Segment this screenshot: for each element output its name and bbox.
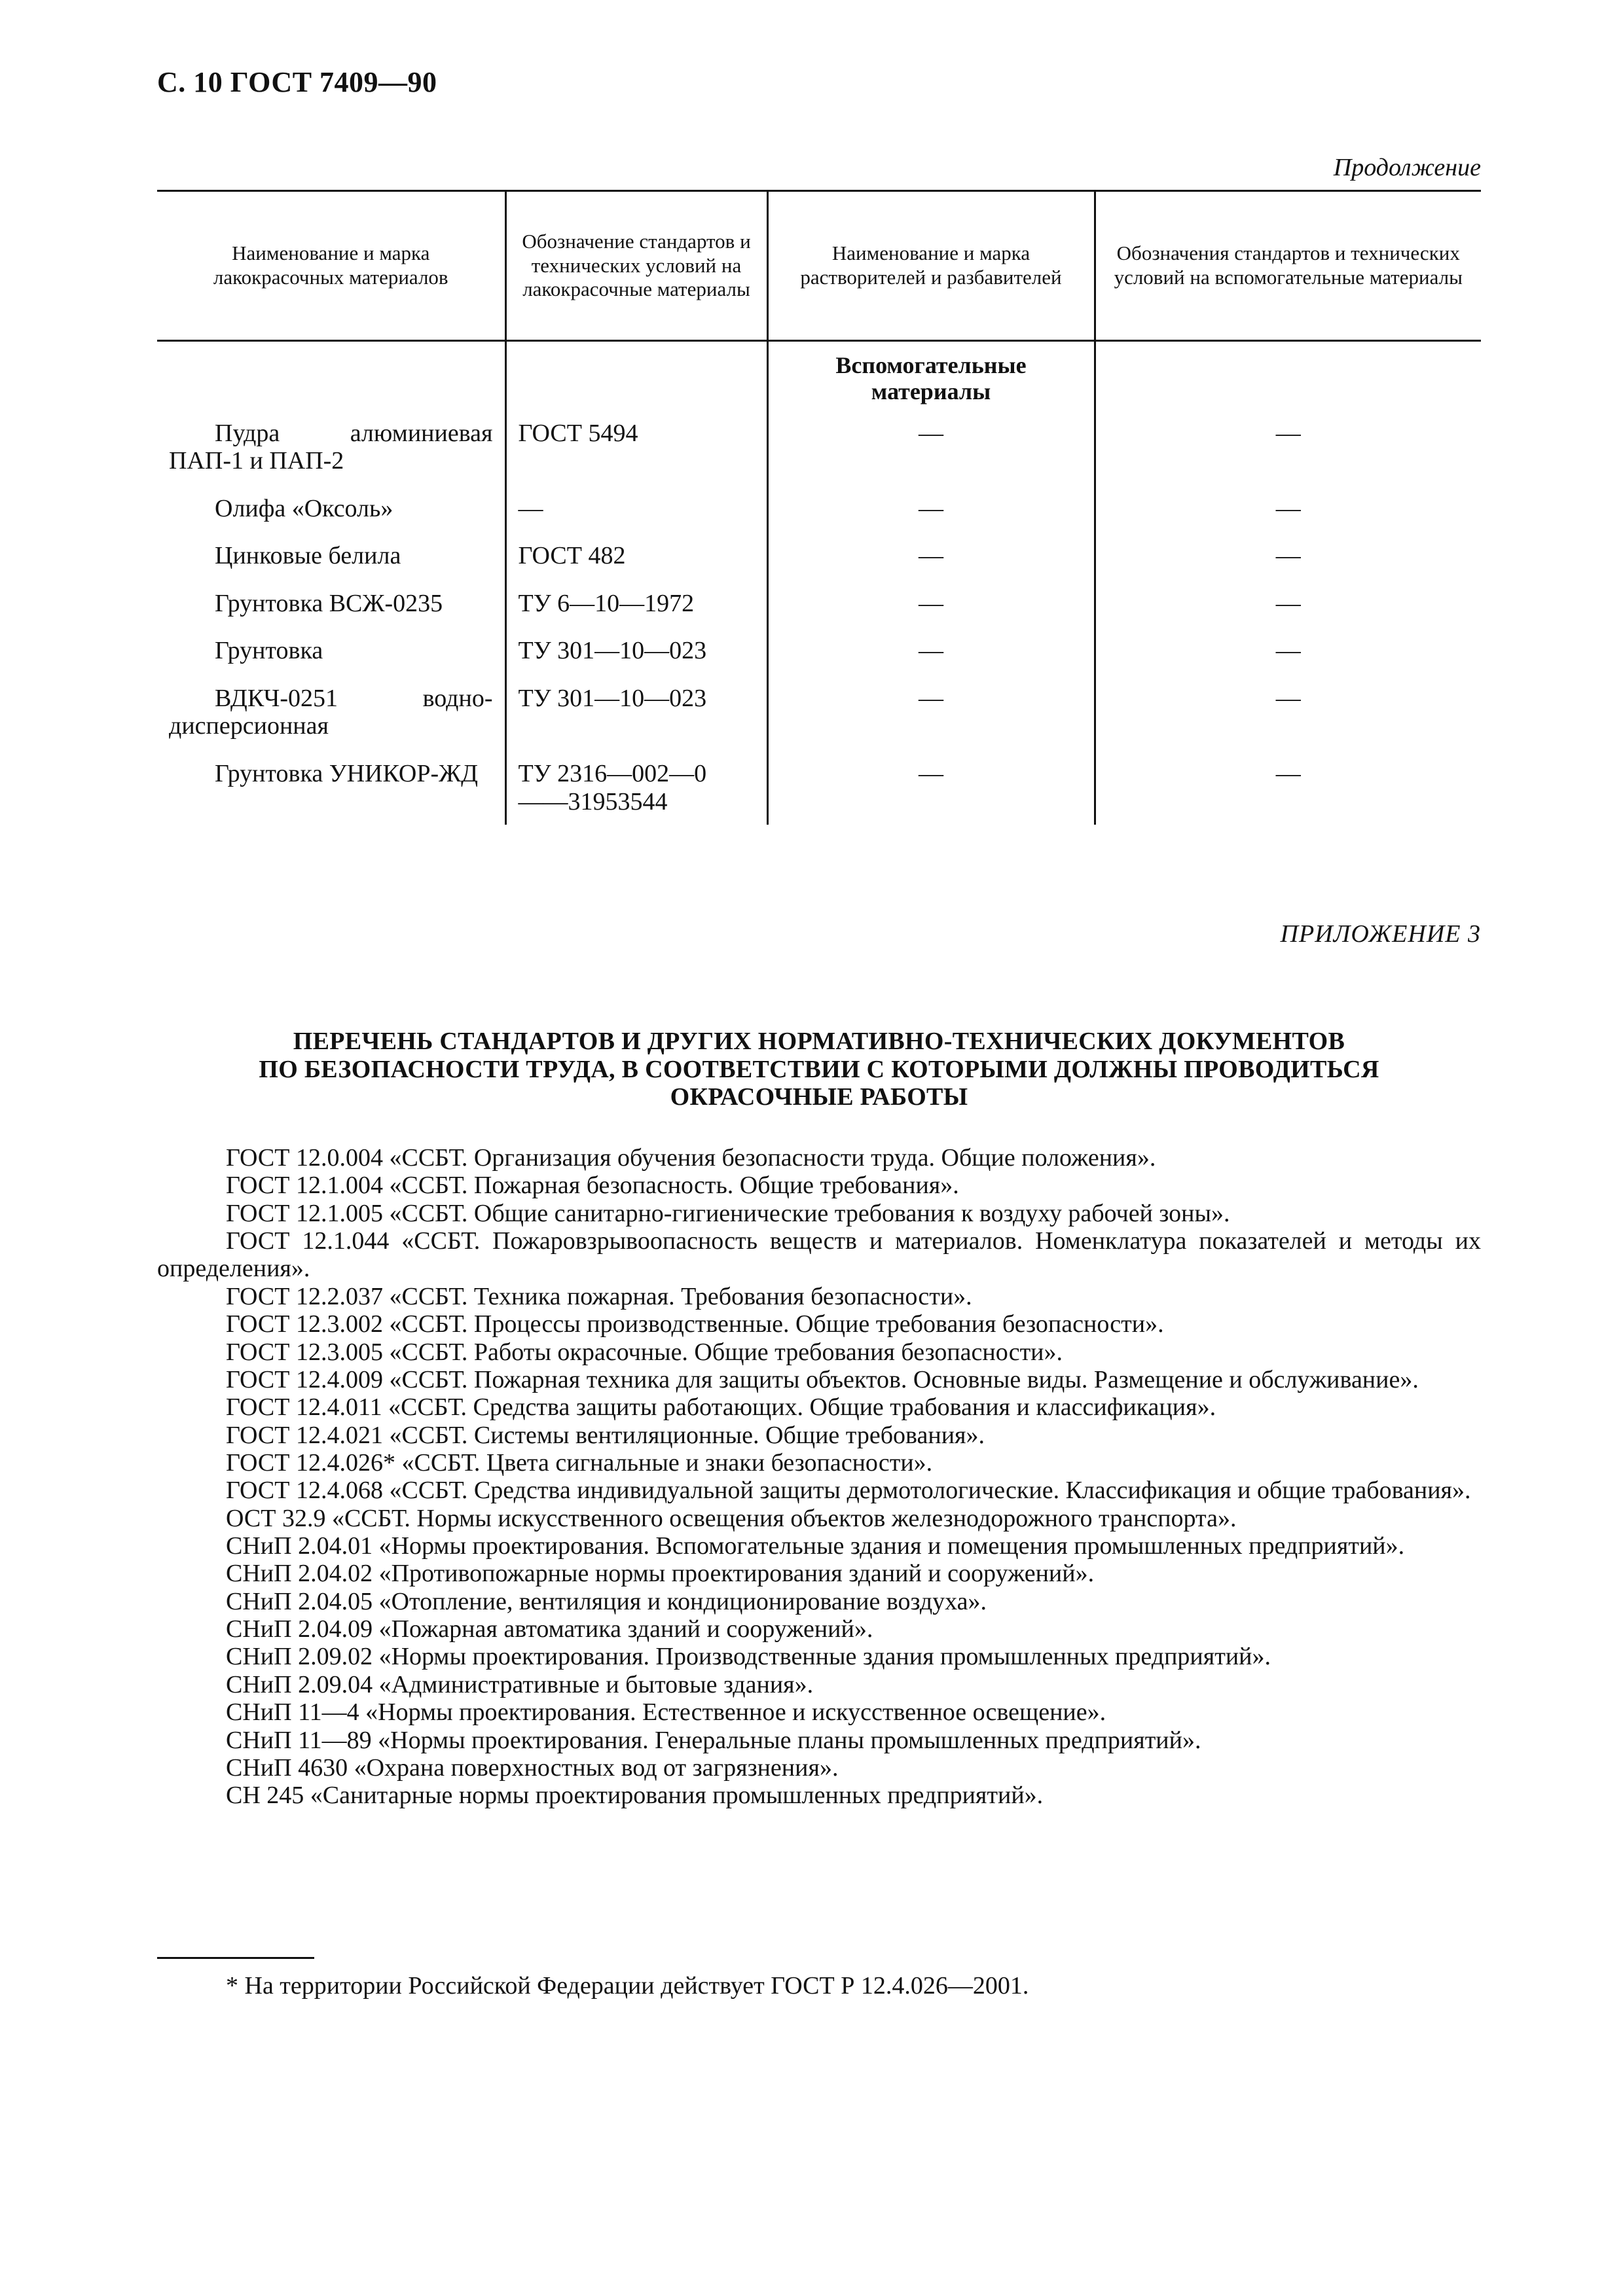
reference-item: СНиП 2.04.05 «Отопление, вентиляция и кондиционирование воздуха». bbox=[226, 1587, 987, 1615]
solvent-cell: — bbox=[767, 579, 1095, 627]
reference-item: СНиП 2.09.04 «Административные и бытовые здания». bbox=[226, 1670, 814, 1698]
material-standard-cell: — bbox=[505, 484, 767, 532]
aux-standard-cell: — bbox=[1095, 626, 1481, 674]
table-row bbox=[157, 674, 1481, 749]
reference-item: ГОСТ 12.1.005 «ССБТ. Общие санитарно-гигиенические требования к воздуху рабочей зоны». bbox=[226, 1199, 1230, 1227]
footnote: * На территории Российской Федерации действует ГОСТ Р 12.4.026—2001. bbox=[226, 1972, 1029, 2000]
reference-item: СН 245 «Санитарные нормы проектирования промышленных предприятий». bbox=[226, 1782, 1044, 1810]
reference-item: ОСТ 32.9 «ССБТ. Нормы искусственного освещения объектов железнодорожного транспорта». bbox=[226, 1504, 1237, 1532]
material-name-text: Пудра алюминиевая ПАП-1 и ПАП-2 bbox=[169, 419, 493, 475]
material-name-text: Грунтовка ВСЖ-0235 bbox=[215, 589, 443, 617]
document-title-line: ПО БЕЗОПАСНОСТИ ТРУДА, В СООТВЕТСТВИИ С КОТОРЫМИ ДОЛЖНЫ ПРОВОДИТЬСЯ bbox=[259, 1055, 1379, 1083]
material-name-text: Цинковые белила bbox=[215, 542, 401, 570]
reference-item: ГОСТ 12.4.068 «ССБТ. Средства индивидуальной защиты дермотологические. Классификация и общие трабования». bbox=[226, 1477, 1471, 1505]
aux-standard-cell: — bbox=[1095, 409, 1481, 484]
aux-standard-cell: — bbox=[1095, 531, 1481, 579]
table-header-row bbox=[157, 191, 1481, 341]
material-name-cell bbox=[157, 674, 505, 749]
material-standard-cell: ГОСТ 5494 bbox=[505, 409, 767, 484]
reference-item: ГОСТ 12.1.044 «ССБТ. Пожаровзрывоопасность веществ и материалов. Номенклатура показателей и методы их определения». bbox=[157, 1227, 1481, 1283]
reference-item: ГОСТ 12.4.021 «ССБТ. Системы вентиляционные. Общие требования». bbox=[226, 1421, 985, 1449]
solvent-cell: — bbox=[767, 484, 1095, 532]
solvent-cell: — bbox=[767, 626, 1095, 674]
reference-item: ГОСТ 12.3.002 «ССБТ. Процессы производственные. Общие требования безопасности». bbox=[226, 1310, 1164, 1338]
reference-item: СНиП 11—89 «Нормы проектирования. Генеральные планы промышленных предприятий». bbox=[226, 1726, 1201, 1754]
material-standard-cell: ТУ 6—10—1972 bbox=[505, 579, 767, 627]
material-name-text: Грунтовка УНИКОР-ЖД bbox=[215, 760, 479, 787]
reference-item: СНиП 2.04.02 «Противопожарные нормы проектирования зданий и сооружений». bbox=[226, 1560, 1095, 1588]
reference-item: ГОСТ 12.1.004 «ССБТ. Пожарная безопасность. Общие требования». bbox=[226, 1172, 959, 1200]
appendix-label: ПРИЛОЖЕНИЕ 3 bbox=[1280, 920, 1481, 948]
table-row bbox=[157, 626, 1481, 674]
reference-item: ГОСТ 12.3.005 «ССБТ. Работы окрасочные. Общие требования безопасности». bbox=[226, 1338, 1063, 1366]
aux-standard-cell: — bbox=[1095, 674, 1481, 749]
materials-table bbox=[157, 190, 1481, 825]
header-material-name: Наименование и марка лакокрасочных материалов bbox=[157, 191, 505, 341]
table-row bbox=[157, 484, 1481, 532]
reference-item: ГОСТ 12.4.011 «ССБТ. Средства защиты работающих. Общие трабования и классификация». bbox=[226, 1393, 1216, 1422]
material-name-cell bbox=[157, 749, 505, 825]
footnote-divider bbox=[157, 1957, 314, 1959]
table-row bbox=[157, 531, 1481, 579]
reference-item: СНиП 2.04.01 «Нормы проектирования. Вспомогательные здания и помещения промышленных предприятий». bbox=[226, 1532, 1405, 1560]
material-standard-cell: ТУ 301—10—023 bbox=[505, 626, 767, 674]
aux-standard-cell: — bbox=[1095, 749, 1481, 825]
reference-item: ГОСТ 12.4.009 «ССБТ. Пожарная техника для защиты объектов. Основные виды. Размещение и обслуживание». bbox=[226, 1365, 1419, 1393]
document-title bbox=[157, 1028, 1481, 1111]
table-row bbox=[157, 749, 1481, 825]
reference-item: ГОСТ 12.0.004 «ССБТ. Организация обучения безопасности труда. Общие положения». bbox=[226, 1144, 1156, 1172]
material-standard-cell: ТУ 2316—002—0——31953544 bbox=[505, 749, 767, 825]
section-label-row bbox=[157, 348, 1481, 409]
section-label: Вспомогательные материалы bbox=[767, 348, 1095, 409]
material-name-text: Грунтовка bbox=[215, 637, 323, 665]
table-row bbox=[157, 579, 1481, 627]
solvent-cell: — bbox=[767, 531, 1095, 579]
document-title-line: ПЕРЕЧЕНЬ СТАНДАРТОВ И ДРУГИХ НОРМАТИВНО-ТЕХНИЧЕСКИХ ДОКУМЕНТОВ bbox=[293, 1028, 1345, 1055]
header-material-standard: Обозначение стандартов и технических условий на лакокрасочные материалы bbox=[505, 191, 767, 341]
table-body bbox=[157, 341, 1481, 825]
reference-item: СНиП 2.04.09 «Пожарная автоматика зданий и сооружений». bbox=[226, 1615, 873, 1643]
material-standard-cell: ГОСТ 482 bbox=[505, 531, 767, 579]
solvent-cell: — bbox=[767, 749, 1095, 825]
material-name-cell bbox=[157, 626, 505, 674]
reference-item: СНиП 2.09.02 «Нормы проектирования. Производственные здания промышленных предприятий». bbox=[226, 1643, 1271, 1671]
table-row bbox=[157, 409, 1481, 484]
document-title-line: ОКРАСОЧНЫЕ РАБОТЫ bbox=[670, 1083, 968, 1111]
header-solvent-name: Наименование и марка растворителей и разбавителей bbox=[767, 191, 1095, 341]
reference-item: СНиП 11—4 «Нормы проектирования. Естественное и искусственное освещение». bbox=[226, 1698, 1106, 1727]
references-list bbox=[157, 1144, 1481, 1810]
continuation-label: Продолжение bbox=[1333, 154, 1481, 181]
reference-item: ГОСТ 12.2.037 «ССБТ. Техника пожарная. Требования безопасности». bbox=[226, 1282, 972, 1310]
solvent-cell: — bbox=[767, 674, 1095, 749]
material-name-cell bbox=[157, 579, 505, 627]
material-name-cell bbox=[157, 531, 505, 579]
table-spacer-row bbox=[157, 341, 1481, 349]
material-standard-cell: ТУ 301—10—023 bbox=[505, 674, 767, 749]
reference-item: СНиП 4630 «Охрана поверхностных вод от загрязнения». bbox=[226, 1753, 839, 1782]
material-name-cell bbox=[157, 409, 505, 484]
material-name-text: ВДКЧ-0251 водно-дисперсионная bbox=[169, 684, 493, 740]
reference-item: ГОСТ 12.4.026* «ССБТ. Цвета сигнальные и знаки безопасности». bbox=[226, 1448, 933, 1477]
aux-standard-cell: — bbox=[1095, 579, 1481, 627]
page-header: С. 10 ГОСТ 7409—90 bbox=[157, 66, 437, 98]
materials-table-wrapper bbox=[157, 190, 1481, 825]
aux-standard-cell: — bbox=[1095, 484, 1481, 532]
header-aux-standard: Обозначения стандартов и технических условий на вспомогательные материалы bbox=[1095, 191, 1481, 341]
material-name-cell bbox=[157, 484, 505, 532]
material-name-text: Олифа «Оксоль» bbox=[215, 494, 393, 522]
solvent-cell: — bbox=[767, 409, 1095, 484]
